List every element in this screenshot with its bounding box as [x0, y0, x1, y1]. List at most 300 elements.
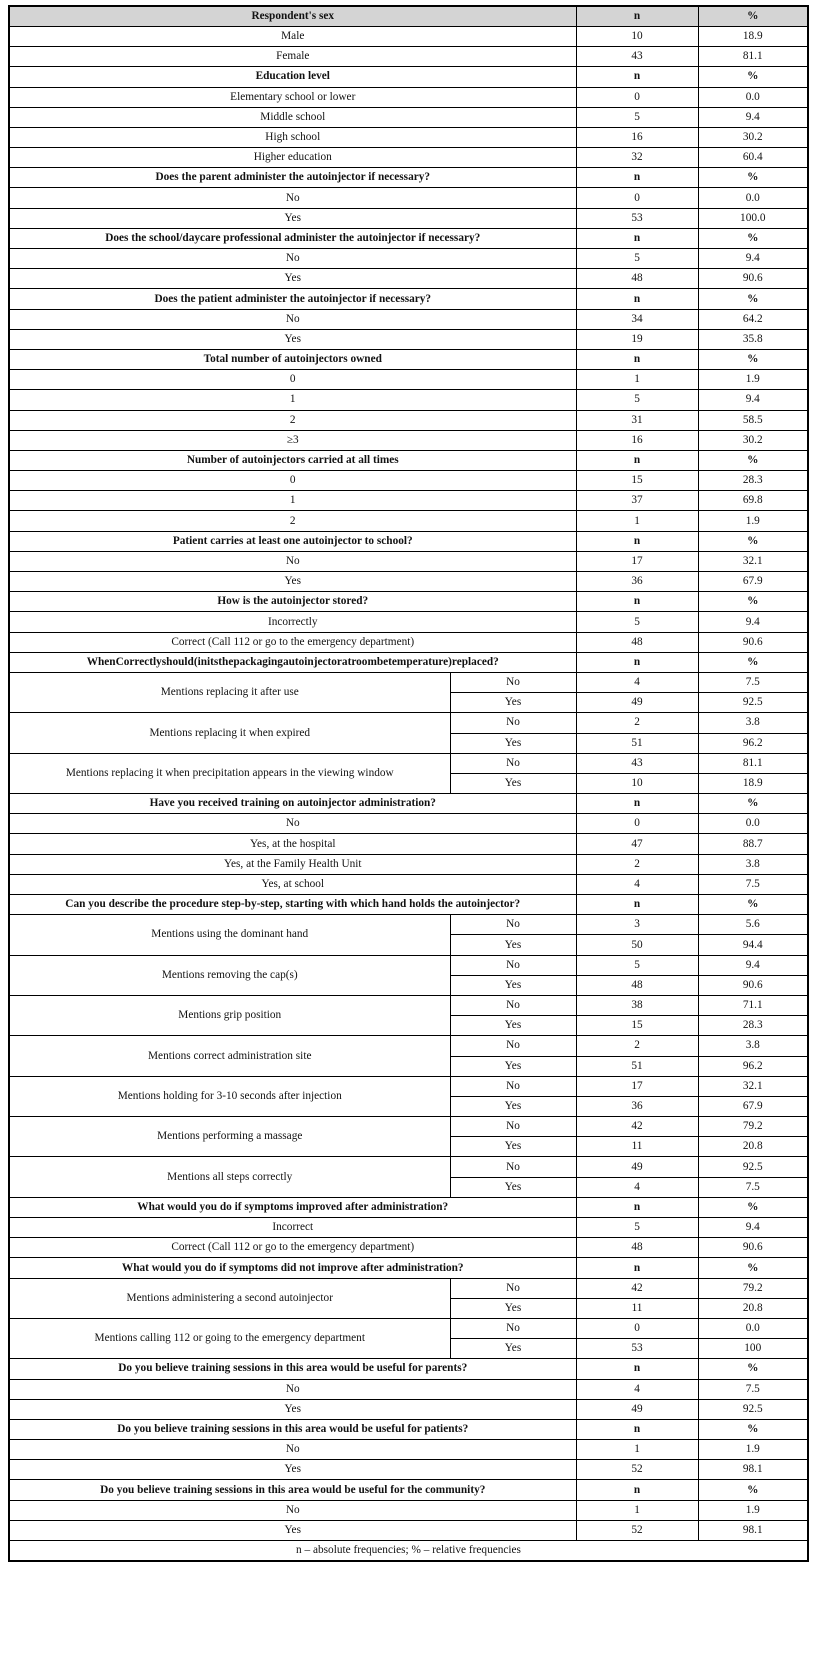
cell-percent: 7.5: [698, 672, 808, 692]
cell-n: 2: [576, 713, 698, 733]
table-row: [9, 249, 808, 269]
section-title: Does the school/daycare professional administer the autoinjector if necessary?: [9, 228, 576, 248]
cell-n: 1: [576, 1500, 698, 1520]
cell-n: 11: [576, 1137, 698, 1157]
section-header-row: [9, 289, 808, 309]
cell-n: 16: [576, 127, 698, 147]
section-title: Total number of autoinjectors owned: [9, 349, 576, 369]
section-percent-header: %: [698, 592, 808, 612]
section-title: Can you describe the procedure step-by-step, starting with which hand holds the autoinjector?: [9, 895, 576, 915]
section-title: Does the parent administer the autoinjector if necessary?: [9, 168, 576, 188]
cell-n: 48: [576, 1238, 698, 1258]
cell-percent: 64.2: [698, 309, 808, 329]
section-n-header: n: [576, 895, 698, 915]
row-sublabel: Yes: [450, 1137, 576, 1157]
row-sublabel: No: [450, 753, 576, 773]
row-label: Elementary school or lower: [9, 87, 576, 107]
cell-percent: 1.9: [698, 511, 808, 531]
row-label: Yes: [9, 1399, 576, 1419]
cell-percent: 71.1: [698, 995, 808, 1015]
row-sublabel: No: [450, 713, 576, 733]
cell-percent: 69.8: [698, 491, 808, 511]
cell-percent: 90.6: [698, 269, 808, 289]
cell-n: 5: [576, 107, 698, 127]
section-percent-header: %: [698, 168, 808, 188]
table-row: [9, 148, 808, 168]
cell-percent: 0.0: [698, 87, 808, 107]
cell-n: 49: [576, 1399, 698, 1419]
cell-percent: 92.5: [698, 1157, 808, 1177]
row-label: Mentions replacing it when expired: [9, 713, 450, 753]
cell-n: 3: [576, 915, 698, 935]
table-row: [9, 915, 808, 935]
section-n-header: n: [576, 652, 698, 672]
section-n-header: n: [576, 168, 698, 188]
row-label: Male: [9, 26, 576, 46]
section-header-row: [9, 592, 808, 612]
table-row: [9, 1460, 808, 1480]
cell-n: 15: [576, 1016, 698, 1036]
row-sublabel: No: [450, 1318, 576, 1338]
cell-n: 19: [576, 329, 698, 349]
cell-percent: 100: [698, 1339, 808, 1359]
row-sublabel: Yes: [450, 773, 576, 793]
row-sublabel: Yes: [450, 1056, 576, 1076]
section-n-header: n: [576, 450, 698, 470]
cell-n: 36: [576, 572, 698, 592]
cell-percent: 92.5: [698, 1399, 808, 1419]
cell-percent: 9.4: [698, 249, 808, 269]
row-label: No: [9, 188, 576, 208]
cell-n: 0: [576, 188, 698, 208]
cell-n: 53: [576, 1339, 698, 1359]
cell-n: 1: [576, 511, 698, 531]
table-row: [9, 632, 808, 652]
row-label: Higher education: [9, 148, 576, 168]
row-label: Female: [9, 47, 576, 67]
row-label: No: [9, 551, 576, 571]
row-sublabel: Yes: [450, 975, 576, 995]
section-percent-header: %: [698, 1480, 808, 1500]
table-row: [9, 370, 808, 390]
cell-n: 48: [576, 975, 698, 995]
row-label: Correct (Call 112 or go to the emergency department): [9, 1238, 576, 1258]
table-row: [9, 814, 808, 834]
row-sublabel: No: [450, 915, 576, 935]
row-label: Incorrectly: [9, 612, 576, 632]
frequency-table: [8, 5, 809, 1562]
table-row: [9, 713, 808, 733]
row-label: No: [9, 1379, 576, 1399]
section-header-row: [9, 1197, 808, 1217]
table-row: [9, 1218, 808, 1238]
section-title: Do you believe training sessions in this area would be useful for parents?: [9, 1359, 576, 1379]
section-n-header: n: [576, 531, 698, 551]
cell-percent: 90.6: [698, 632, 808, 652]
column-header-label: Respondent's sex: [9, 6, 576, 26]
row-sublabel: No: [450, 1157, 576, 1177]
row-label: Mentions correct administration site: [9, 1036, 450, 1076]
table-row: [9, 410, 808, 430]
table-header-row: [9, 6, 808, 26]
cell-n: 5: [576, 1218, 698, 1238]
section-percent-header: %: [698, 1197, 808, 1217]
cell-percent: 3.8: [698, 1036, 808, 1056]
section-n-header: n: [576, 228, 698, 248]
cell-n: 1: [576, 1440, 698, 1460]
table-row: [9, 390, 808, 410]
cell-n: 50: [576, 935, 698, 955]
cell-n: 42: [576, 1278, 698, 1298]
cell-percent: 28.3: [698, 471, 808, 491]
table-row: [9, 107, 808, 127]
section-title: WhenCorrectlyshould(initsthepackagingautoinjectoratroombetemperature)replaced?: [9, 652, 576, 672]
section-percent-header: %: [698, 531, 808, 551]
table-row: [9, 612, 808, 632]
table-row: [9, 955, 808, 975]
row-label: Middle school: [9, 107, 576, 127]
row-label: Yes: [9, 572, 576, 592]
row-label: Mentions all steps correctly: [9, 1157, 450, 1197]
cell-n: 49: [576, 693, 698, 713]
cell-percent: 60.4: [698, 148, 808, 168]
section-title: What would you do if symptoms did not improve after administration?: [9, 1258, 576, 1278]
cell-n: 48: [576, 632, 698, 652]
table-row: [9, 1076, 808, 1096]
cell-n: 15: [576, 471, 698, 491]
cell-n: 10: [576, 773, 698, 793]
section-title: Does the patient administer the autoinjector if necessary?: [9, 289, 576, 309]
table-row: [9, 874, 808, 894]
section-n-header: n: [576, 1197, 698, 1217]
row-sublabel: Yes: [450, 733, 576, 753]
cell-percent: 30.2: [698, 430, 808, 450]
section-percent-header: %: [698, 289, 808, 309]
cell-n: 49: [576, 1157, 698, 1177]
table-row: [9, 127, 808, 147]
cell-n: 31: [576, 410, 698, 430]
table-row: [9, 1500, 808, 1520]
row-sublabel: No: [450, 1036, 576, 1056]
cell-percent: 1.9: [698, 1440, 808, 1460]
row-label: Yes: [9, 329, 576, 349]
table-row: [9, 551, 808, 571]
section-percent-header: %: [698, 349, 808, 369]
cell-n: 47: [576, 834, 698, 854]
section-title: How is the autoinjector stored?: [9, 592, 576, 612]
table-row: [9, 329, 808, 349]
section-title: Do you believe training sessions in this area would be useful for patients?: [9, 1419, 576, 1439]
row-sublabel: Yes: [450, 935, 576, 955]
section-percent-header: %: [698, 794, 808, 814]
section-percent-header: %: [698, 450, 808, 470]
section-n-header: n: [576, 1419, 698, 1439]
cell-n: 37: [576, 491, 698, 511]
cell-percent: 94.4: [698, 935, 808, 955]
cell-n: 1: [576, 370, 698, 390]
section-header-row: [9, 349, 808, 369]
cell-n: 51: [576, 1056, 698, 1076]
row-label: Yes: [9, 269, 576, 289]
cell-n: 10: [576, 26, 698, 46]
row-label: 2: [9, 511, 576, 531]
row-label: No: [9, 309, 576, 329]
section-n-header: n: [576, 67, 698, 87]
row-label: 0: [9, 370, 576, 390]
table-row: [9, 47, 808, 67]
cell-n: 16: [576, 430, 698, 450]
cell-n: 0: [576, 1318, 698, 1338]
row-sublabel: Yes: [450, 1298, 576, 1318]
cell-n: 36: [576, 1096, 698, 1116]
cell-n: 32: [576, 148, 698, 168]
section-title: Patient carries at least one autoinjector to school?: [9, 531, 576, 551]
cell-percent: 18.9: [698, 26, 808, 46]
row-label: Yes: [9, 1460, 576, 1480]
row-label: Mentions replacing it after use: [9, 672, 450, 712]
cell-percent: 81.1: [698, 753, 808, 773]
cell-n: 17: [576, 1076, 698, 1096]
cell-n: 53: [576, 208, 698, 228]
row-label: Mentions using the dominant hand: [9, 915, 450, 955]
section-n-header: n: [576, 1480, 698, 1500]
cell-n: 0: [576, 87, 698, 107]
cell-n: 4: [576, 1379, 698, 1399]
table-row: [9, 1379, 808, 1399]
cell-n: 43: [576, 753, 698, 773]
section-percent-header: %: [698, 1359, 808, 1379]
table-row: [9, 1117, 808, 1137]
section-header-row: [9, 652, 808, 672]
section-header-row: [9, 450, 808, 470]
row-sublabel: No: [450, 1117, 576, 1137]
row-label: 0: [9, 471, 576, 491]
section-percent-header: %: [698, 1258, 808, 1278]
cell-percent: 18.9: [698, 773, 808, 793]
cell-percent: 7.5: [698, 1379, 808, 1399]
cell-n: 5: [576, 955, 698, 975]
table-row: [9, 834, 808, 854]
cell-percent: 20.8: [698, 1137, 808, 1157]
row-label: High school: [9, 127, 576, 147]
row-label: No: [9, 249, 576, 269]
table-row: [9, 1278, 808, 1298]
cell-percent: 0.0: [698, 1318, 808, 1338]
cell-n: 0: [576, 814, 698, 834]
section-percent-header: %: [698, 652, 808, 672]
cell-n: 51: [576, 733, 698, 753]
row-label: Yes: [9, 1520, 576, 1540]
cell-n: 5: [576, 390, 698, 410]
row-label: 1: [9, 390, 576, 410]
section-header-row: [9, 1419, 808, 1439]
cell-percent: 3.8: [698, 854, 808, 874]
footnote: n – absolute frequencies; % – relative frequencies: [9, 1541, 808, 1561]
section-n-header: n: [576, 349, 698, 369]
cell-n: 52: [576, 1520, 698, 1540]
section-header-row: [9, 168, 808, 188]
row-sublabel: No: [450, 672, 576, 692]
section-n-header: n: [576, 592, 698, 612]
cell-percent: 98.1: [698, 1460, 808, 1480]
cell-percent: 0.0: [698, 188, 808, 208]
cell-percent: 81.1: [698, 47, 808, 67]
cell-n: 48: [576, 269, 698, 289]
table-row: [9, 1238, 808, 1258]
cell-n: 11: [576, 1298, 698, 1318]
row-label: Yes, at school: [9, 874, 576, 894]
section-percent-header: %: [698, 67, 808, 87]
cell-percent: 96.2: [698, 733, 808, 753]
section-percent-header: %: [698, 895, 808, 915]
cell-n: 43: [576, 47, 698, 67]
row-label: Yes: [9, 208, 576, 228]
table-row: [9, 854, 808, 874]
row-sublabel: Yes: [450, 693, 576, 713]
row-label: 2: [9, 410, 576, 430]
cell-n: 52: [576, 1460, 698, 1480]
row-label: No: [9, 1500, 576, 1520]
table-row: [9, 208, 808, 228]
row-label: Mentions performing a massage: [9, 1117, 450, 1157]
cell-percent: 20.8: [698, 1298, 808, 1318]
cell-percent: 88.7: [698, 834, 808, 854]
section-header-row: [9, 1359, 808, 1379]
cell-n: 4: [576, 1177, 698, 1197]
table-body: [9, 6, 808, 1561]
cell-percent: 9.4: [698, 1218, 808, 1238]
section-n-header: n: [576, 1258, 698, 1278]
section-title: Do you believe training sessions in this area would be useful for the community?: [9, 1480, 576, 1500]
section-title: Have you received training on autoinjector administration?: [9, 794, 576, 814]
section-header-row: [9, 67, 808, 87]
cell-n: 2: [576, 854, 698, 874]
row-label: 1: [9, 491, 576, 511]
section-n-header: n: [576, 794, 698, 814]
table-row: [9, 572, 808, 592]
row-sublabel: Yes: [450, 1177, 576, 1197]
table-row: [9, 1520, 808, 1540]
table-row: [9, 1157, 808, 1177]
section-header-row: [9, 895, 808, 915]
row-sublabel: No: [450, 955, 576, 975]
cell-percent: 1.9: [698, 370, 808, 390]
cell-n: 5: [576, 249, 698, 269]
section-header-row: [9, 1258, 808, 1278]
cell-percent: 100.0: [698, 208, 808, 228]
section-percent-header: %: [698, 1419, 808, 1439]
section-n-header: n: [576, 289, 698, 309]
table-row: [9, 995, 808, 1015]
cell-n: 42: [576, 1117, 698, 1137]
cell-n: 34: [576, 309, 698, 329]
table-footer-row: [9, 1541, 808, 1561]
table-row: [9, 87, 808, 107]
table-row: [9, 1036, 808, 1056]
cell-percent: 92.5: [698, 693, 808, 713]
row-sublabel: Yes: [450, 1096, 576, 1116]
table-row: [9, 188, 808, 208]
cell-n: 2: [576, 1036, 698, 1056]
cell-percent: 3.8: [698, 713, 808, 733]
row-sublabel: Yes: [450, 1339, 576, 1359]
cell-n: 17: [576, 551, 698, 571]
table-row: [9, 26, 808, 46]
row-label: Incorrect: [9, 1218, 576, 1238]
row-label: No: [9, 814, 576, 834]
table-row: [9, 471, 808, 491]
row-label: Yes, at the hospital: [9, 834, 576, 854]
row-label: ≥3: [9, 430, 576, 450]
cell-percent: 9.4: [698, 955, 808, 975]
row-sublabel: No: [450, 995, 576, 1015]
cell-n: 5: [576, 612, 698, 632]
section-header-row: [9, 794, 808, 814]
table-row: [9, 1399, 808, 1419]
cell-percent: 90.6: [698, 1238, 808, 1258]
cell-n: 4: [576, 672, 698, 692]
cell-percent: 32.1: [698, 1076, 808, 1096]
cell-percent: 58.5: [698, 410, 808, 430]
section-header-row: [9, 1480, 808, 1500]
row-label: Correct (Call 112 or go to the emergency department): [9, 632, 576, 652]
row-label: Mentions administering a second autoinjector: [9, 1278, 450, 1318]
cell-percent: 1.9: [698, 1500, 808, 1520]
section-percent-header: %: [698, 228, 808, 248]
table-row: [9, 1440, 808, 1460]
cell-percent: 7.5: [698, 1177, 808, 1197]
cell-percent: 30.2: [698, 127, 808, 147]
table-row: [9, 430, 808, 450]
row-label: Mentions grip position: [9, 995, 450, 1035]
table-row: [9, 269, 808, 289]
section-title: Number of autoinjectors carried at all times: [9, 450, 576, 470]
column-header-percent: %: [698, 6, 808, 26]
table-row: [9, 511, 808, 531]
row-sublabel: No: [450, 1076, 576, 1096]
cell-percent: 79.2: [698, 1117, 808, 1137]
row-sublabel: Yes: [450, 1016, 576, 1036]
cell-percent: 9.4: [698, 612, 808, 632]
cell-percent: 35.8: [698, 329, 808, 349]
section-title: What would you do if symptoms improved after administration?: [9, 1197, 576, 1217]
cell-n: 38: [576, 995, 698, 1015]
section-header-row: [9, 531, 808, 551]
row-label: Yes, at the Family Health Unit: [9, 854, 576, 874]
section-title: Education level: [9, 67, 576, 87]
row-label: Mentions removing the cap(s): [9, 955, 450, 995]
row-label: Mentions replacing it when precipitation appears in the viewing window: [9, 753, 450, 793]
cell-n: 4: [576, 874, 698, 894]
cell-percent: 9.4: [698, 390, 808, 410]
row-sublabel: No: [450, 1278, 576, 1298]
table-row: [9, 1318, 808, 1338]
row-label: Mentions holding for 3-10 seconds after injection: [9, 1076, 450, 1116]
table-row: [9, 309, 808, 329]
cell-percent: 79.2: [698, 1278, 808, 1298]
cell-percent: 9.4: [698, 107, 808, 127]
section-header-row: [9, 228, 808, 248]
table-row: [9, 491, 808, 511]
cell-percent: 5.6: [698, 915, 808, 935]
cell-percent: 28.3: [698, 1016, 808, 1036]
cell-percent: 32.1: [698, 551, 808, 571]
cell-percent: 67.9: [698, 572, 808, 592]
column-header-n: n: [576, 6, 698, 26]
section-n-header: n: [576, 1359, 698, 1379]
cell-percent: 96.2: [698, 1056, 808, 1076]
cell-percent: 98.1: [698, 1520, 808, 1540]
